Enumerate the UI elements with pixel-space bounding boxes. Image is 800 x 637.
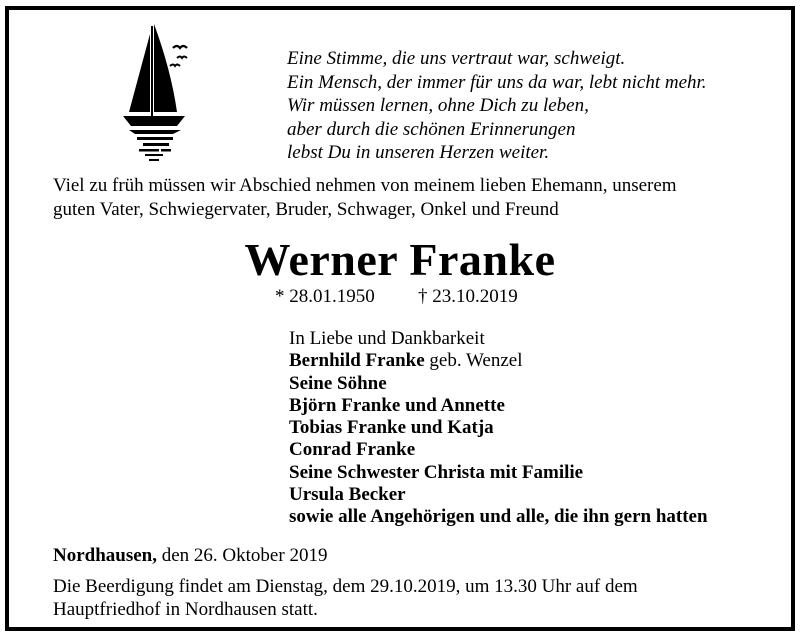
memorial-poem (287, 47, 707, 165)
wife-name: Bernhild Franke (289, 350, 425, 372)
funeral-line: Die Beerdigung findet am Dienstag, dem 29.10.2019, um 13.30 Uhr auf dem (53, 576, 638, 597)
family-line: Björn Franke und Annette (289, 394, 505, 416)
family-wife (289, 350, 708, 372)
family-line: Tobias Franke und Katja (289, 417, 494, 439)
family-line: Seine Schwester Christa mit Familie (289, 461, 584, 483)
poem-line: Eine Stimme, die uns vertraut war, schweigt. (287, 48, 626, 69)
intro-line: guten Vater, Schwiegervater, Bruder, Schwager, Onkel und Freund (53, 199, 559, 220)
sailboat-icon (115, 20, 195, 170)
intro-line: Viel zu früh müssen wir Abschied nehmen von meinem lieben Ehemann, unserem (53, 175, 677, 196)
family-line: Ursula Becker (289, 484, 406, 506)
poem-line: lebst Du in unseren Herzen weiter. (287, 142, 550, 163)
deceased-name: Werner Franke (244, 234, 556, 285)
family-line: Seine Söhne (289, 372, 387, 394)
poem-line: Wir müssen lernen, ohne Dich zu leben, (287, 95, 589, 116)
poem-line: aber durch die schönen Erinnerungen (287, 118, 576, 140)
funeral-notice (53, 575, 638, 621)
birth-date: * 28.01.1950 (275, 286, 375, 307)
family-line: sowie alle Angehörigen und alle, die ihn gern hatten (289, 506, 708, 528)
notice-date: den 26. Oktober 2019 (157, 545, 328, 566)
poem-line: Ein Mensch, der immer für uns da war, lebt nicht mehr. (287, 71, 707, 93)
place-date (53, 544, 327, 567)
farewell-intro (53, 174, 677, 222)
family-line: Conrad Franke (289, 439, 416, 461)
family-signature (289, 328, 708, 529)
death-date: † 23.10.2019 (418, 286, 518, 307)
family-opening: In Liebe und Dankbarkeit (289, 328, 485, 349)
wife-maiden-name: geb. Wenzel (424, 350, 523, 372)
funeral-line: Hauptfriedhof in Nordhausen statt. (53, 599, 318, 620)
place: Nordhausen, (53, 545, 157, 566)
